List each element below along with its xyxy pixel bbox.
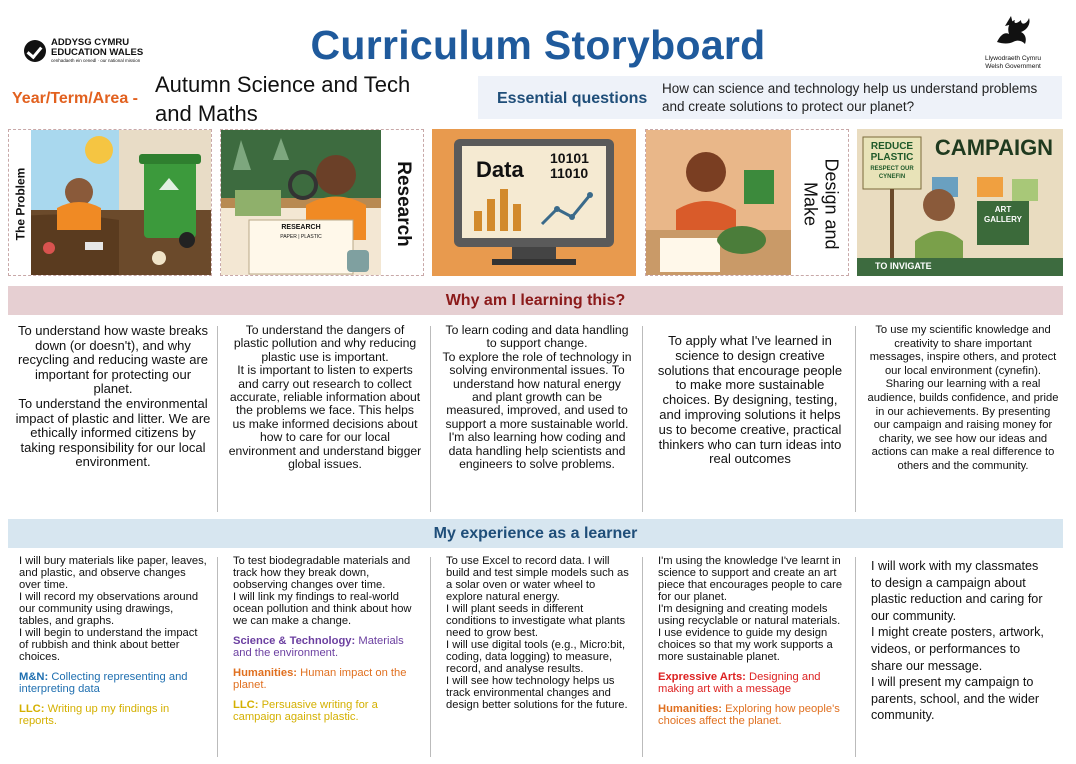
campaign-footer: TO INVIGATE: [875, 261, 932, 271]
curriculum-link: [658, 703, 844, 727]
link-label: LLC:: [233, 699, 262, 711]
experience-text: I will bury materials like paper, leaves, and plastic, and observe changes over time. I will record my observations around our community using drawings, tables, and graphs. I will begin to understand the impact of rubbish and think about better choices.: [19, 555, 207, 663]
why-column-2: To understand the dangers of plastic pollution and why reducing plastic use is important. It is important to listen to experts and carry out research to collect accurate, reliable information about the problems we face. This helps us make informed decisions about how to care for our local environment and understand bigger global issues.: [228, 324, 422, 472]
design-caption: [800, 158, 842, 249]
experience-text: To test biodegradable materials and track how they break down, oobserving changes over time. I will link my findings to real-world ocean pollution and think about how we can make a change.: [233, 555, 412, 627]
link-text: Collecting representing and interpreting data: [19, 671, 188, 695]
link-text: Persuasive writing for a campaign against plastic.: [233, 699, 378, 723]
design-caption-line-1: Design and: [821, 157, 842, 250]
curriculum-link: [233, 635, 423, 659]
experience-text: I'm using the knowledge I've learnt in science to support and create an art piece that encourages people to care for our planet. I'm designing and creating models using recyclable or natural materials. I use evidence to guide my design choices so that my work supports a more sustainable planet.: [658, 555, 843, 663]
panel-design-make: [645, 129, 849, 276]
sign-line-1: REDUCE: [870, 141, 914, 152]
gov-line-2: Welsh Government: [985, 63, 1041, 70]
problem-illustration: [9, 130, 212, 276]
link-label: Expressive Arts:: [658, 671, 749, 683]
divider: [430, 557, 431, 757]
gallery-line-1: ART: [994, 205, 1012, 214]
campaign-banner: CAMPAIGN: [934, 135, 1054, 160]
panel-research: [220, 129, 424, 276]
curriculum-link: [233, 699, 423, 723]
sign-line-4: CYNEFIN: [878, 174, 906, 180]
why-column-1: To understand how waste breaks down (or doesn't), and why recycling and reducing waste are important for protecting our planet. To understand the environmental impact of plastic and litter. We are ethically informed citizens by taking responsibility for our local environment.: [15, 324, 211, 470]
divider: [642, 557, 643, 757]
research-caption: Research: [393, 160, 414, 247]
welsh-government-logo: [980, 12, 1046, 71]
panel-campaign: [857, 129, 1063, 276]
panel-the-problem: [8, 129, 212, 276]
link-text: Exploring how people's choices affect the planet.: [658, 703, 840, 727]
research-caption-strip: [381, 130, 424, 276]
curriculum-link: [19, 703, 209, 727]
curriculum-link: [233, 667, 423, 691]
reduce-plastic-sign: [865, 141, 919, 181]
why-column-3: To learn coding and data handling to support change. To explore the role of technology in solving environmental issues. To understand how natural energy and plant growth can be measured, improved, and used to support a more sustainable world. I'm also learning how coding and data handling help scientists and engineers to solve problems.: [442, 324, 632, 472]
why-column-5: To use my scientific knowledge and creativity to share important messages, inspire others, and protect our local environment (cynefin). Sharing our learning with a real audience, builds confidence, and pride in our achievements. By presenting our campaign and raising money for charity, we see how our ideas and actions can make a real difference to others and the community.: [867, 324, 1059, 472]
experience-column-3: [446, 555, 632, 711]
curriculum-link: [19, 671, 209, 695]
problem-caption-strip: [9, 130, 31, 276]
essential-questions-label: Essential questions: [497, 90, 648, 107]
sign-line-2: PLASTIC: [870, 152, 914, 163]
why-column-4: To apply what I've learned in science to design creative solutions that encourage people to make more sustainable choices. By designing, testing, and improving solutions it helps us to become creative, practical thinkers who can turn ideas into real outcomes: [657, 334, 843, 467]
gallery-line-2: GALLERY: [984, 215, 1022, 224]
year-term-area-label: Year/Term/Area -: [12, 90, 138, 107]
experience-header: My experience as a learner: [8, 519, 1063, 548]
why-learning-header: Why am I learning this?: [8, 286, 1063, 315]
problem-caption: The Problem: [13, 167, 27, 240]
data-caption: Data: [476, 157, 524, 182]
welsh-dragon-icon: [991, 12, 1035, 48]
divider: [217, 557, 218, 757]
experience-column-5: I will work with my classmates to design a campaign about plastic reduction and caring for our community. I might create posters, artwork, videos, or performances to share our message. I will present my campaign to parents, school, and the wider community.: [871, 559, 1044, 723]
sign-line-3: RESPECT OUR: [870, 166, 914, 172]
logo-text-2: EDUCATION WALES: [51, 47, 144, 58]
divider: [217, 326, 218, 512]
year-term-area-value: Autumn Science and Tech and Maths: [155, 72, 411, 126]
art-gallery-sign: [979, 205, 1027, 225]
divider: [642, 326, 643, 512]
logo-text-1: ADDYSG CYMRU: [51, 37, 130, 48]
experience-column-4: [658, 555, 844, 727]
experience-column-1: [19, 555, 209, 727]
link-label: LLC:: [19, 703, 48, 715]
experience-text: To use Excel to record data. I will build and test simple models such as a solar oven or water wheel to explore natural energy. I will plant seeds in different conditions to investigate what plants need to grow best. I will use digital tools (e.g., Micro:bit, coding, data logging) to measure, record, and analyse results. I will see how technology helps us track environmental changes and design better solutions for the future.: [446, 555, 629, 711]
design-caption-line-2: Make: [800, 181, 821, 226]
divider: [855, 326, 856, 512]
link-label: M&N:: [19, 671, 52, 683]
link-text: Human impact on the planet.: [233, 667, 407, 691]
logo-tagline: cenhadaeth ein cenedl · our national mission: [51, 58, 141, 63]
design-caption-strip: [791, 130, 849, 276]
data-binary-1: 10101: [550, 150, 589, 166]
link-text: Materials and the environment.: [233, 635, 404, 659]
page-title: Curriculum Storyboard: [310, 22, 766, 68]
research-sheet-title: RESEARCH: [281, 224, 321, 231]
essential-questions-text: How can science and technology help us understand problems and create solutions to protect our planet?: [662, 81, 1038, 114]
link-label: Humanities:: [233, 667, 301, 679]
data-binary-2: 11010: [550, 165, 589, 181]
curriculum-link: [658, 671, 844, 695]
panel-data: [432, 129, 636, 276]
divider: [855, 557, 856, 757]
divider: [430, 326, 431, 512]
gov-line-1: Llywodraeth Cymru: [985, 55, 1041, 62]
link-label: Humanities:: [658, 703, 726, 715]
link-text: Writing up my findings in reports.: [19, 703, 170, 727]
research-sheet-sub: PAPER | PLASTIC: [280, 234, 322, 240]
link-label: Science & Technology:: [233, 635, 359, 647]
data-illustration: [432, 129, 636, 276]
link-text: Designing and making art with a message: [658, 671, 821, 695]
experience-column-2: [233, 555, 423, 723]
